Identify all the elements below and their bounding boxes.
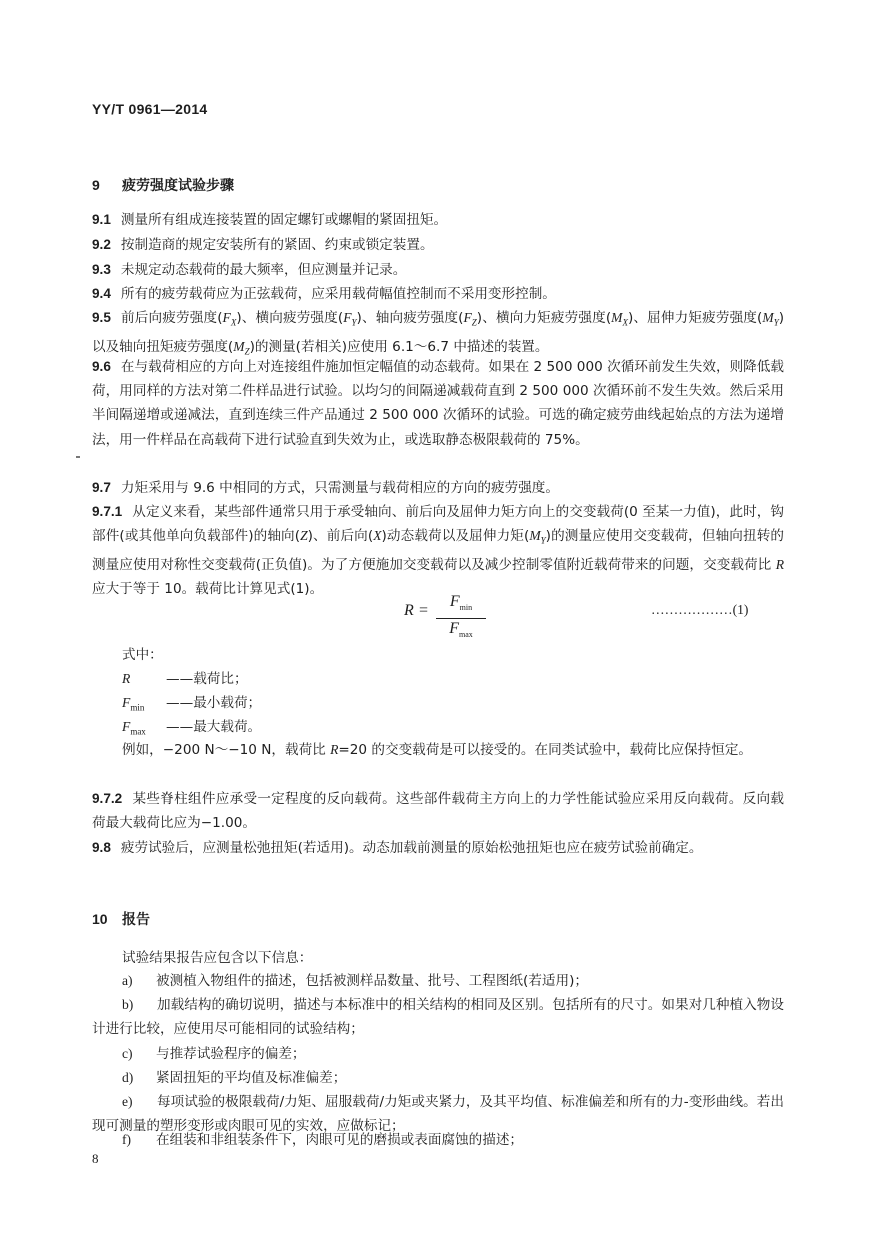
formula-number: ………………(1) — [651, 602, 749, 617]
section-9-heading — [92, 175, 234, 195]
where-fmin — [122, 691, 261, 713]
where-definition: ——最大载荷。 — [166, 719, 262, 735]
clause-text: 前后向疲劳强度( — [120, 310, 223, 326]
formula-fraction — [436, 593, 486, 644]
subscript: Z — [471, 317, 477, 328]
clause-number: 9.7.1 — [92, 504, 123, 519]
symbol-x: X — [373, 528, 382, 544]
numerator-subscript: min — [459, 603, 473, 613]
symbol-r: R — [775, 557, 784, 573]
item-text: 在组装和非组装条件下，肉眼可见的磨损或表面腐蚀的描述； — [156, 1132, 524, 1148]
clause-number: 9.4 — [92, 286, 111, 301]
example-paragraph — [92, 738, 784, 762]
symbol-z: Z — [300, 528, 308, 544]
clause-text: 力矩采用与 9.6 中相同的方式，只需测量与载荷相应的方向的疲劳强度。 — [120, 480, 559, 496]
symbol-f: F — [222, 310, 231, 325]
clause-9-3 — [92, 258, 784, 282]
clause-9-8 — [92, 836, 784, 860]
item-label: d) — [122, 1070, 134, 1085]
where-definition: ——载荷比； — [166, 671, 248, 687]
clause-text: )、轴向疲劳强度( — [356, 310, 464, 326]
clause-text: 测量所有组成连接装置的固定螺钉或螺帽的紧固扭矩。 — [120, 212, 448, 228]
clause-text: )的测量应使用交变载荷，但轴向扭转的测量应使用对称性交变载荷(正负值)。为了方便施加交变载荷以及减少控制零值附近载荷带来的问题，交变载荷比 — [92, 528, 784, 574]
symbol-m: M — [762, 310, 774, 325]
item-text: 与推荐试验程序的偏差； — [156, 1046, 306, 1062]
clause-text: 疲劳试验后，应测量松弛扭矩(若适用)。动态加载前测量的原始松弛扭矩也应在疲劳试验前确定。 — [120, 840, 703, 856]
section-number: 9 — [92, 177, 100, 193]
item-label: b) — [122, 997, 134, 1012]
section-title: 疲劳强度试验步骤 — [122, 178, 234, 194]
clause-text: )动态载荷以及屈伸力矩( — [381, 528, 530, 545]
standard-code: YY/T 0961—2014 — [92, 101, 208, 117]
where-intro: 式中： — [122, 647, 163, 663]
report-item-d — [122, 1066, 784, 1090]
where-symbol: R — [122, 671, 131, 686]
subscript: X — [622, 317, 628, 328]
fraction-bar — [436, 618, 486, 619]
scan-artifact — [76, 456, 80, 458]
clause-number: 9.1 — [92, 212, 111, 227]
symbol-f: F — [343, 310, 352, 325]
clause-number: 9.6 — [92, 359, 111, 374]
symbol-f: F — [122, 695, 131, 710]
clause-number: 9.3 — [92, 262, 111, 277]
subscript: X — [230, 317, 237, 328]
clause-number: 9.7 — [92, 480, 111, 495]
section-number: 10 — [92, 911, 108, 927]
subscript: min — [130, 702, 145, 713]
clause-9-4 — [92, 282, 784, 306]
clause-text: )、前后向( — [307, 528, 374, 545]
symbol-r: R — [330, 742, 339, 757]
clause-text: 从定义来看，某些部件通常只用于承受轴向、前后向及屈伸力矩方向上的交变载荷(0 至某一力值)，此时，钩部件(或其他单向负载部件)的轴向( — [92, 504, 784, 545]
example-text: =20 的交变载荷是可以接受的。在同类试验中，载荷比应保持恒定。 — [338, 742, 753, 758]
formula-equals: = — [419, 602, 429, 619]
item-label: f) — [122, 1132, 132, 1147]
clause-text: 在与载荷相应的方向上对连接组件施加恒定幅值的动态载荷。如果在 2 500 000 次循环前发生失效，则降低载荷，用同样的方法对第二件样品进行试验。以均匀的间隔递减载荷直到 2 500 000 次循环前不发生失效。然后采用半间隔递增或递减法，直到连续三件产品通过 2 500 000 次循环的试验。可选的确定疲劳曲线起始点的方法为递增法，用一件样品在高载荷下进行试验直到失效为止，或选取静态极限载荷的 75%。 — [92, 359, 784, 448]
subscript: Y — [773, 317, 779, 328]
clause-text: 所有的疲劳载荷应为正弦载荷，应采用载荷幅值控制而不采用变形控制。 — [120, 286, 556, 302]
clause-9-7-1 — [92, 500, 784, 602]
subscript: max — [130, 726, 146, 737]
item-text: 加载结构的确切说明，描述与本标准中的相关结构的相同及区别。包括所有的尺寸。如果对几种植入物设计进行比较，应使用尽可能相同的试验结构； — [92, 997, 784, 1038]
clause-number: 9.2 — [92, 237, 111, 252]
item-text: 紧固扭矩的平均值及标准偏差； — [156, 1070, 347, 1086]
subscript: Y — [540, 535, 546, 546]
report-intro: 试验结果报告应包含以下信息： — [122, 950, 313, 966]
report-item-b — [92, 993, 784, 1041]
clause-text: )以及轴向扭矩疲劳强度( — [92, 310, 785, 355]
item-text: 被测植入物组件的描述，包括被测样品数量、批号、工程图纸(若适用)； — [156, 973, 589, 989]
clause-9-6 — [92, 355, 784, 452]
item-text: 每项试验的极限载荷/力矩、屈服载荷/力矩或夹紧力，及其平均值、标准偏差和所有的力-变形曲线。若出现可测量的塑形变形或肉眼可见的实效，应做标记； — [92, 1094, 784, 1135]
clause-number: 9.5 — [92, 310, 111, 325]
page-number: 8 — [92, 1151, 99, 1166]
symbol-m: M — [611, 310, 623, 325]
clause-text: )、横向疲劳强度( — [236, 310, 344, 326]
symbol-f: F — [122, 719, 131, 734]
section-10-heading — [92, 909, 150, 929]
where-symbol — [122, 719, 166, 737]
symbol-m: M — [233, 338, 245, 354]
clause-number: 9.8 — [92, 840, 111, 855]
item-label: e) — [122, 1094, 133, 1109]
clause-text: 应大于等于 10。载荷比计算见式(1)。 — [92, 581, 324, 598]
report-item-f — [122, 1128, 784, 1152]
denominator — [436, 620, 486, 644]
clause-text: )、屈伸力矩疲劳强度( — [627, 310, 763, 326]
where-r — [122, 667, 248, 687]
clause-text: )的测量(若相关)应使用 6.1～6.7 中描述的装置。 — [249, 338, 549, 355]
clause-9-7 — [92, 476, 784, 500]
symbol-m: M — [529, 528, 541, 544]
subscript: Z — [244, 346, 250, 357]
formula-lhs: R — [404, 602, 414, 619]
section-title: 报告 — [122, 912, 150, 928]
clause-number: 9.7.2 — [92, 791, 123, 806]
subscript: Y — [351, 317, 357, 328]
clause-9-7-2 — [92, 787, 784, 835]
denominator-subscript: max — [459, 630, 473, 640]
where-definition: ——最小载荷； — [166, 695, 262, 711]
clause-text: 某些脊柱组件应承受一定程度的反向载荷。这些部件载荷主方向上的力学性能试验应采用反向载荷。反向载荷最大载荷比应为−1.00。 — [92, 791, 784, 832]
report-item-c — [122, 1042, 784, 1066]
denominator-symbol: F — [449, 620, 459, 638]
clause-text: )、横向力矩疲劳强度( — [476, 310, 612, 326]
clause-text: 未规定动态载荷的最大频率，但应测量并记录。 — [120, 262, 407, 278]
numerator — [436, 593, 486, 617]
clause-9-1 — [92, 208, 784, 232]
example-text: 例如，−200 N～−10 N，载荷比 — [122, 742, 331, 758]
where-fmax — [122, 715, 261, 737]
where-symbol — [122, 695, 166, 713]
clause-9-2 — [92, 233, 784, 257]
numerator-symbol: F — [449, 593, 460, 610]
item-label: c) — [122, 1046, 133, 1061]
symbol-f: F — [463, 310, 472, 325]
report-item-a — [122, 969, 784, 993]
clause-text: 按制造商的规定安装所有的紧固、约束或锁定装置。 — [120, 237, 434, 253]
item-label: a) — [122, 973, 133, 988]
